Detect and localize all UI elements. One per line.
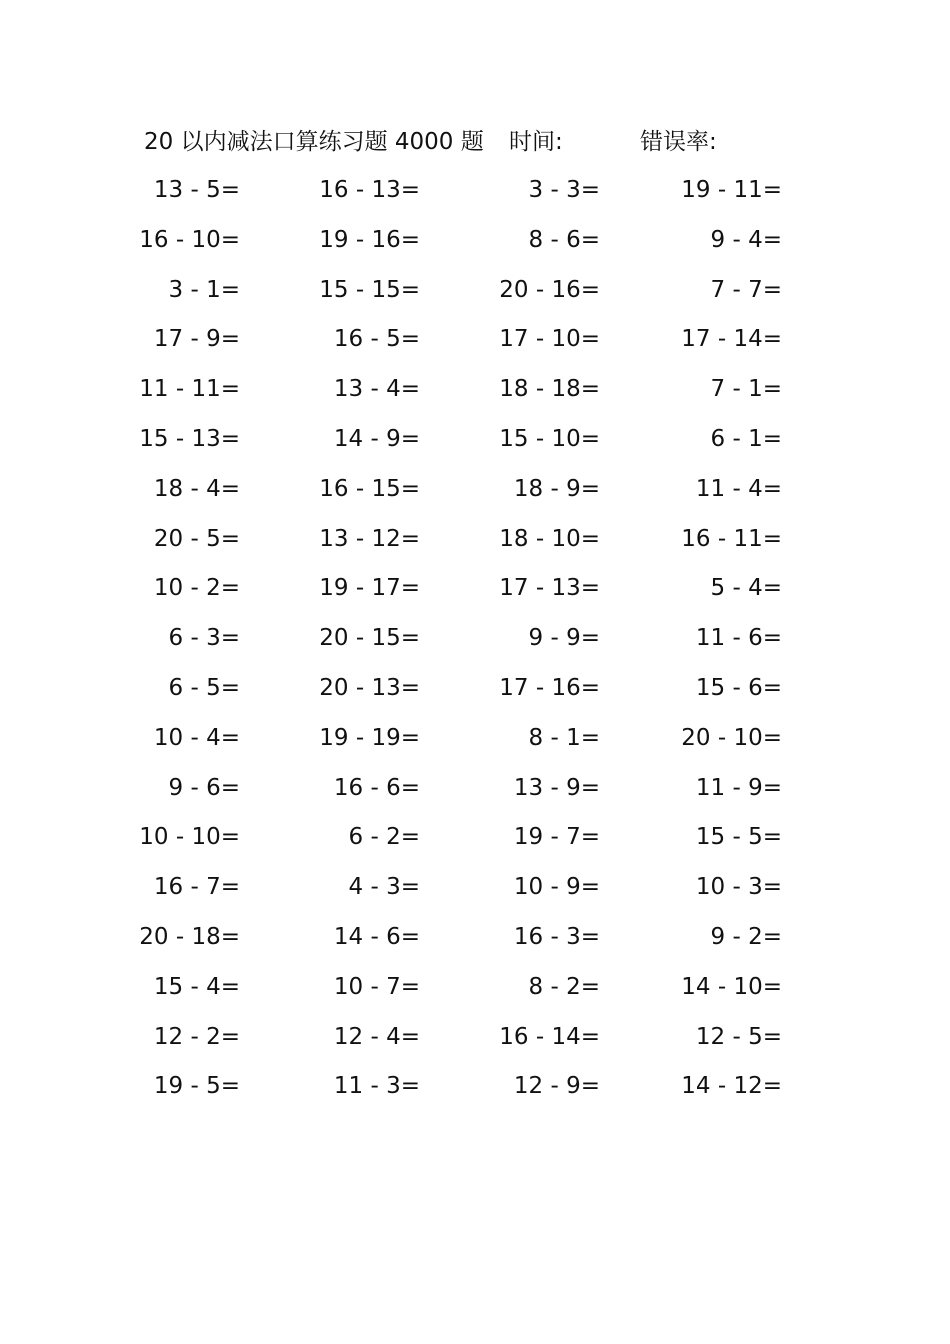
problem-item: 13 - 4= xyxy=(333,376,420,402)
problem-item: 15 - 5= xyxy=(695,824,782,850)
problem-item: 3 - 3= xyxy=(528,177,600,203)
problem-item: 15 - 6= xyxy=(695,675,782,701)
problem-item: 11 - 3= xyxy=(333,1073,420,1099)
problem-item: 12 - 2= xyxy=(153,1024,240,1050)
problem-item: 12 - 4= xyxy=(333,1024,420,1050)
problem-item: 11 - 9= xyxy=(695,775,782,801)
problem-item: 19 - 7= xyxy=(513,824,600,850)
problem-item: 11 - 11= xyxy=(139,376,240,402)
problem-item: 15 - 10= xyxy=(499,426,600,452)
problem-item: 8 - 1= xyxy=(528,725,600,751)
problem-item: 15 - 13= xyxy=(139,426,240,452)
problem-item: 20 - 13= xyxy=(319,675,420,701)
problem-item: 17 - 9= xyxy=(153,326,240,352)
problem-item: 10 - 3= xyxy=(695,874,782,900)
problem-item: 10 - 9= xyxy=(513,874,600,900)
problem-item: 20 - 18= xyxy=(139,924,240,950)
problem-item: 19 - 11= xyxy=(681,177,782,203)
problem-item: 5 - 4= xyxy=(710,575,782,601)
problem-item: 18 - 9= xyxy=(513,476,600,502)
problem-item: 16 - 5= xyxy=(333,326,420,352)
problem-item: 20 - 16= xyxy=(499,277,600,303)
problem-item: 10 - 4= xyxy=(153,725,240,751)
problem-item: 15 - 15= xyxy=(319,277,420,303)
problem-item: 20 - 5= xyxy=(153,526,240,552)
error-rate-label: 错误率: xyxy=(640,129,717,155)
problem-item: 14 - 12= xyxy=(681,1073,782,1099)
problem-item: 18 - 4= xyxy=(153,476,240,502)
problem-item: 17 - 10= xyxy=(499,326,600,352)
problem-item: 19 - 19= xyxy=(319,725,420,751)
problem-item: 14 - 10= xyxy=(681,974,782,1000)
problem-item: 15 - 4= xyxy=(153,974,240,1000)
problem-item: 16 - 7= xyxy=(153,874,240,900)
problem-item: 16 - 11= xyxy=(681,526,782,552)
problem-item: 11 - 6= xyxy=(695,625,782,651)
problem-item: 10 - 2= xyxy=(153,575,240,601)
problem-item: 7 - 7= xyxy=(710,277,782,303)
worksheet-header xyxy=(144,124,844,160)
worksheet-title: 20 以内减法口算练习题 4000 题 xyxy=(144,129,484,155)
problem-item: 18 - 10= xyxy=(499,526,600,552)
problem-item: 12 - 5= xyxy=(695,1024,782,1050)
problem-item: 3 - 1= xyxy=(168,277,240,303)
problem-item: 18 - 18= xyxy=(499,376,600,402)
problem-item: 16 - 13= xyxy=(319,177,420,203)
problem-item: 8 - 2= xyxy=(528,974,600,1000)
problem-item: 16 - 3= xyxy=(513,924,600,950)
problem-item: 16 - 10= xyxy=(139,227,240,253)
problem-item: 17 - 13= xyxy=(499,575,600,601)
problem-item: 20 - 10= xyxy=(681,725,782,751)
problem-item: 9 - 9= xyxy=(528,625,600,651)
problem-item: 10 - 7= xyxy=(333,974,420,1000)
problem-item: 9 - 2= xyxy=(710,924,782,950)
problem-item: 6 - 3= xyxy=(168,625,240,651)
problem-item: 19 - 16= xyxy=(319,227,420,253)
problem-item: 9 - 4= xyxy=(710,227,782,253)
problem-item: 13 - 5= xyxy=(153,177,240,203)
problem-item: 16 - 15= xyxy=(319,476,420,502)
problem-item: 10 - 10= xyxy=(139,824,240,850)
problem-item: 6 - 2= xyxy=(348,824,420,850)
problem-item: 6 - 5= xyxy=(168,675,240,701)
time-label: 时间: xyxy=(509,129,563,155)
problem-item: 17 - 14= xyxy=(681,326,782,352)
problem-item: 4 - 3= xyxy=(348,874,420,900)
problem-item: 19 - 5= xyxy=(153,1073,240,1099)
problem-item: 6 - 1= xyxy=(710,426,782,452)
problem-item: 14 - 9= xyxy=(333,426,420,452)
problem-item: 8 - 6= xyxy=(528,227,600,253)
problem-item: 19 - 17= xyxy=(319,575,420,601)
problem-item: 14 - 6= xyxy=(333,924,420,950)
problem-item: 13 - 12= xyxy=(319,526,420,552)
problem-item: 11 - 4= xyxy=(695,476,782,502)
problem-item: 9 - 6= xyxy=(168,775,240,801)
problem-item: 20 - 15= xyxy=(319,625,420,651)
problem-item: 16 - 14= xyxy=(499,1024,600,1050)
problem-item: 7 - 1= xyxy=(710,376,782,402)
problem-item: 16 - 6= xyxy=(333,775,420,801)
problem-item: 12 - 9= xyxy=(513,1073,600,1099)
problem-item: 17 - 16= xyxy=(499,675,600,701)
problem-item: 13 - 9= xyxy=(513,775,600,801)
